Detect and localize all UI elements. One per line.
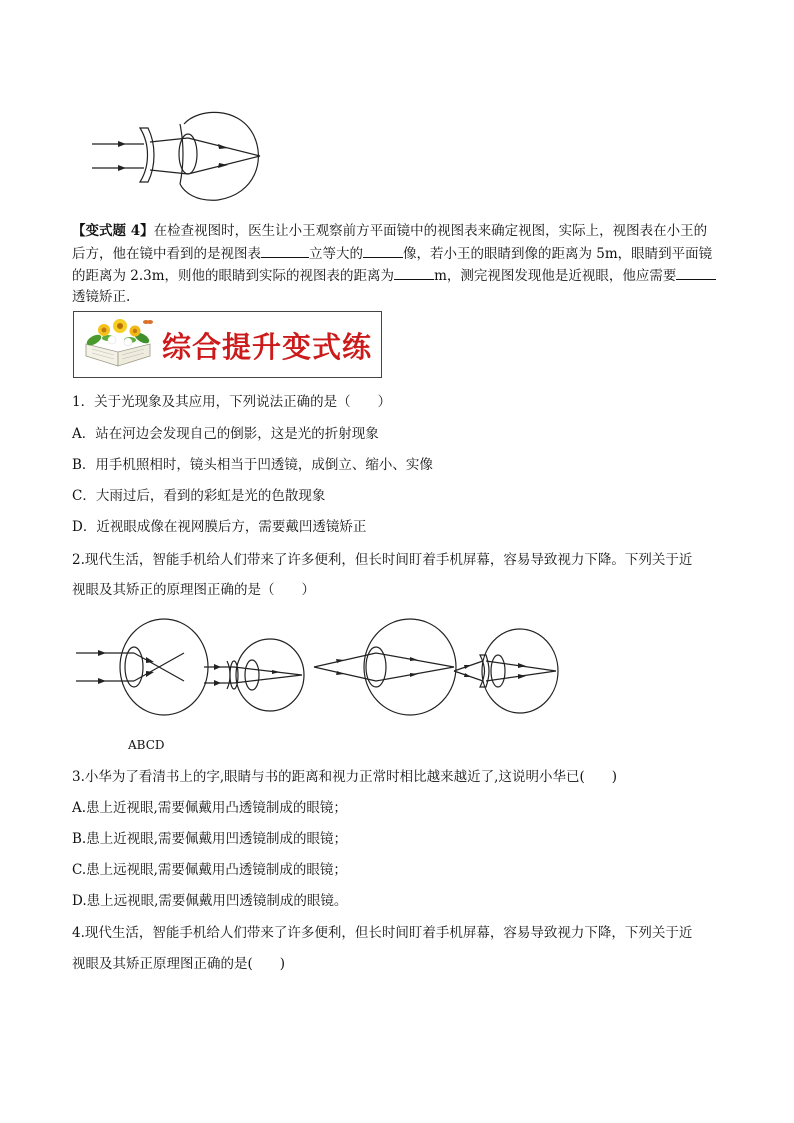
variant4-text2a: 后方，他在镜中看到的是视图表 (72, 246, 261, 262)
variant4-text3b: m，测完视图发现他是近视眼，他应需要 (434, 268, 677, 284)
q1-option-c: C．大雨过后，看到的彩虹是光的色散现象 (72, 488, 326, 504)
variant4-line4: 透镜矫正. (72, 289, 131, 305)
book-flowers-icon (80, 316, 158, 374)
blank-3 (394, 265, 434, 280)
blank-1 (261, 243, 309, 258)
diagram-d (454, 629, 558, 713)
q3-option-b: B.患上近视眼,需要佩戴用凹透镜制成的眼镜； (72, 831, 348, 847)
eye-correction-diagram-top (88, 104, 268, 204)
variant4-line1 (72, 221, 732, 241)
banner-title: 综合提升变式练 (162, 330, 373, 364)
variant4-line2 (72, 243, 732, 264)
variant4-text1: 在检查视图时，医生让小王观察前方平面镜中的视图表来确定视图，实际上，视图表在小王的 (153, 223, 708, 239)
q1-option-b: B．用手机照相时，镜头相当于凹透镜，成倒立、缩小、实像 (72, 457, 433, 473)
q1-option-d: D．近视眼成像在视网膜后方，需要戴凹透镜矫正 (72, 519, 367, 535)
section-banner (73, 311, 382, 378)
q1-stem: 1．关于光现象及其应用，下列说法正确的是（ ） (72, 394, 392, 410)
q1-option-a: A．站在河边会发现自己的倒影，这是光的折射现象 (72, 426, 379, 442)
q2-figure-label: ABCD (128, 738, 165, 752)
q4-stem-line2: 视眼及其矫正原理图正确的是( ) (72, 956, 286, 972)
q2-stem-line2: 视眼及其矫正的原理图正确的是（ ） (72, 582, 315, 598)
variant4-text2b: 立等大的 (309, 246, 363, 262)
q2-eye-diagrams (74, 615, 564, 725)
variant4-text2c: 像，若小王的眼睛到像的距离为 5m，眼睛到平面镜 (403, 246, 713, 262)
q3-option-d: D.患上远视眼,需要佩戴用凹透镜制成的眼镜。 (72, 893, 348, 909)
diagram-c (314, 619, 456, 715)
q3-stem: 3.小华为了看清书上的字,眼睛与书的距离和视力正常时相比越来越近了,这说明小华已( ) (72, 769, 617, 785)
q3-option-a: A.患上近视眼,需要佩戴用凸透镜制成的眼镜； (72, 800, 347, 816)
q2-stem-line1: 2.现代生活，智能手机给人们带来了许多便利，但长时间盯着手机屏幕，容易导致视力下降。下列关于近 (72, 552, 693, 568)
diagram-a (76, 619, 208, 715)
diagram-b (204, 639, 304, 711)
blank-2 (363, 243, 403, 258)
variant4-line3 (72, 265, 732, 286)
q3-option-c: C.患上远视眼,需要佩戴用凸透镜制成的眼镜； (72, 862, 347, 878)
variant4-text3a: 的距离为 2.3m，则他的眼睛到实际的视图表的距离为 (72, 268, 395, 284)
blank-4 (676, 265, 716, 280)
q4-stem-line1: 4.现代生活，智能手机给人们带来了许多便利，但长时间盯着手机屏幕，容易导致视力下降，下列关于近 (72, 925, 693, 941)
variant4-tag: 【变式题 4】 (72, 223, 154, 239)
